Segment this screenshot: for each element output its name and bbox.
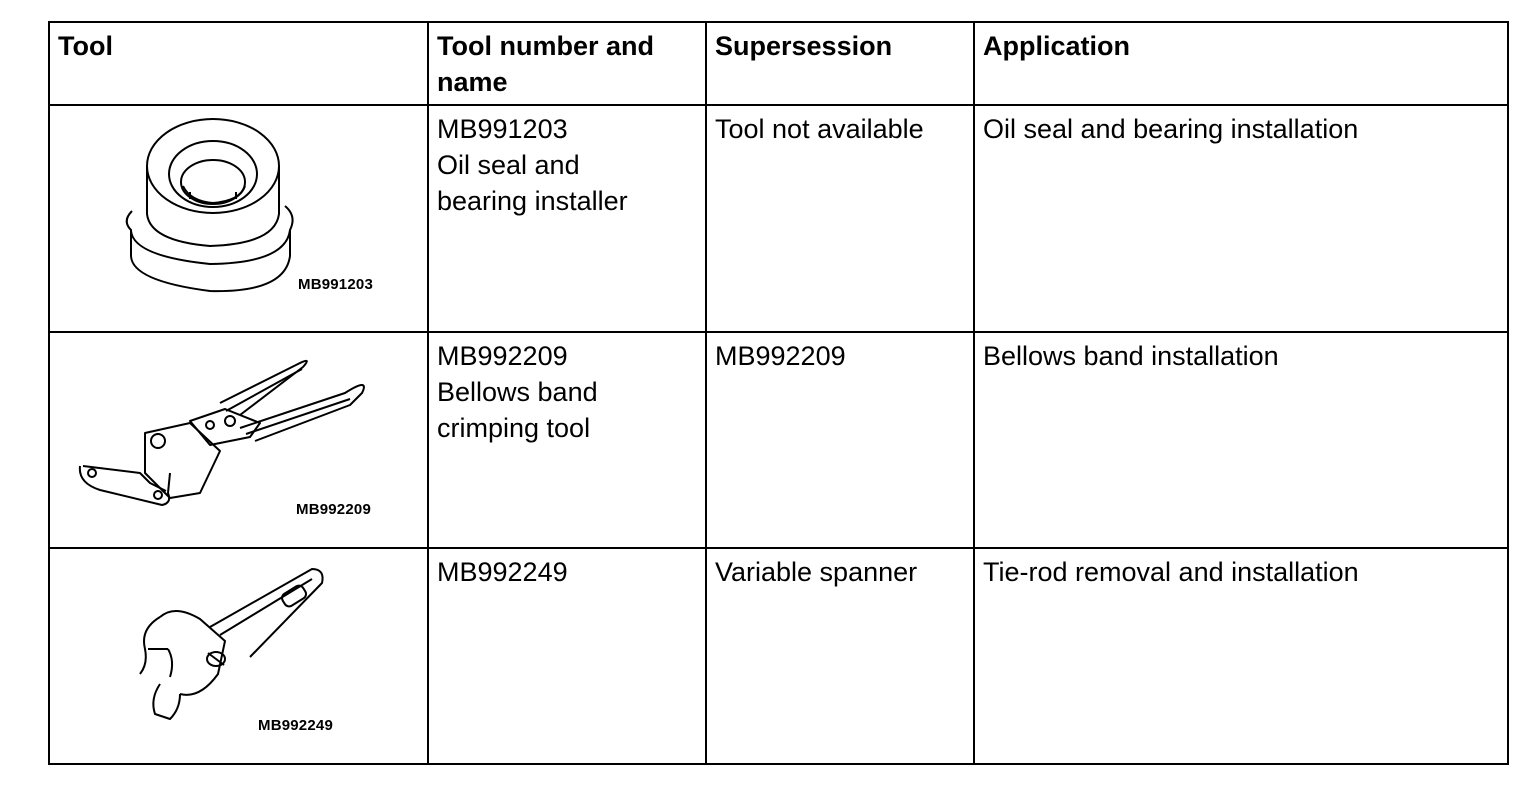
tool-number: MB992249 bbox=[437, 557, 568, 587]
application-cell: Oil seal and bearing installation bbox=[974, 105, 1508, 332]
tool-number-cell bbox=[428, 105, 706, 332]
table-row bbox=[49, 105, 1508, 332]
tool-number-cell bbox=[428, 332, 706, 548]
tool-illustration-cell bbox=[49, 105, 428, 332]
application-cell: Bellows band installation bbox=[974, 332, 1508, 548]
tool-caption: MB992249 bbox=[258, 717, 333, 734]
tool-name-line: Oil seal and bbox=[437, 150, 580, 180]
supersession-cell: MB992209 bbox=[706, 332, 974, 548]
tool-caption: MB991203 bbox=[298, 276, 373, 293]
header-supersession: Supersession bbox=[706, 22, 974, 105]
supersession-cell: Variable spanner bbox=[706, 548, 974, 764]
variable-spanner-icon bbox=[50, 549, 429, 763]
tool-name-line: bearing installer bbox=[437, 186, 628, 216]
oil-seal-installer-icon bbox=[50, 106, 429, 331]
header-tool-number: Tool number and name bbox=[428, 22, 706, 105]
tool-illustration-cell bbox=[49, 548, 428, 764]
tool-name-line: Bellows band bbox=[437, 377, 598, 407]
crimping-tool-icon bbox=[50, 333, 429, 547]
tool-number: MB991203 bbox=[437, 114, 568, 144]
tool-number: MB992209 bbox=[437, 341, 568, 371]
header-tool: Tool bbox=[49, 22, 428, 105]
header-row bbox=[49, 22, 1508, 105]
tool-number-cell bbox=[428, 548, 706, 764]
header-application: Application bbox=[974, 22, 1508, 105]
tool-caption: MB992209 bbox=[296, 501, 371, 518]
tool-illustration-cell bbox=[49, 332, 428, 548]
table-row bbox=[49, 548, 1508, 764]
supersession-cell: Tool not available bbox=[706, 105, 974, 332]
tool-name-line: crimping tool bbox=[437, 413, 591, 443]
application-cell: Tie-rod removal and installation bbox=[974, 548, 1508, 764]
special-tools-table bbox=[48, 21, 1509, 765]
table-row bbox=[49, 332, 1508, 548]
